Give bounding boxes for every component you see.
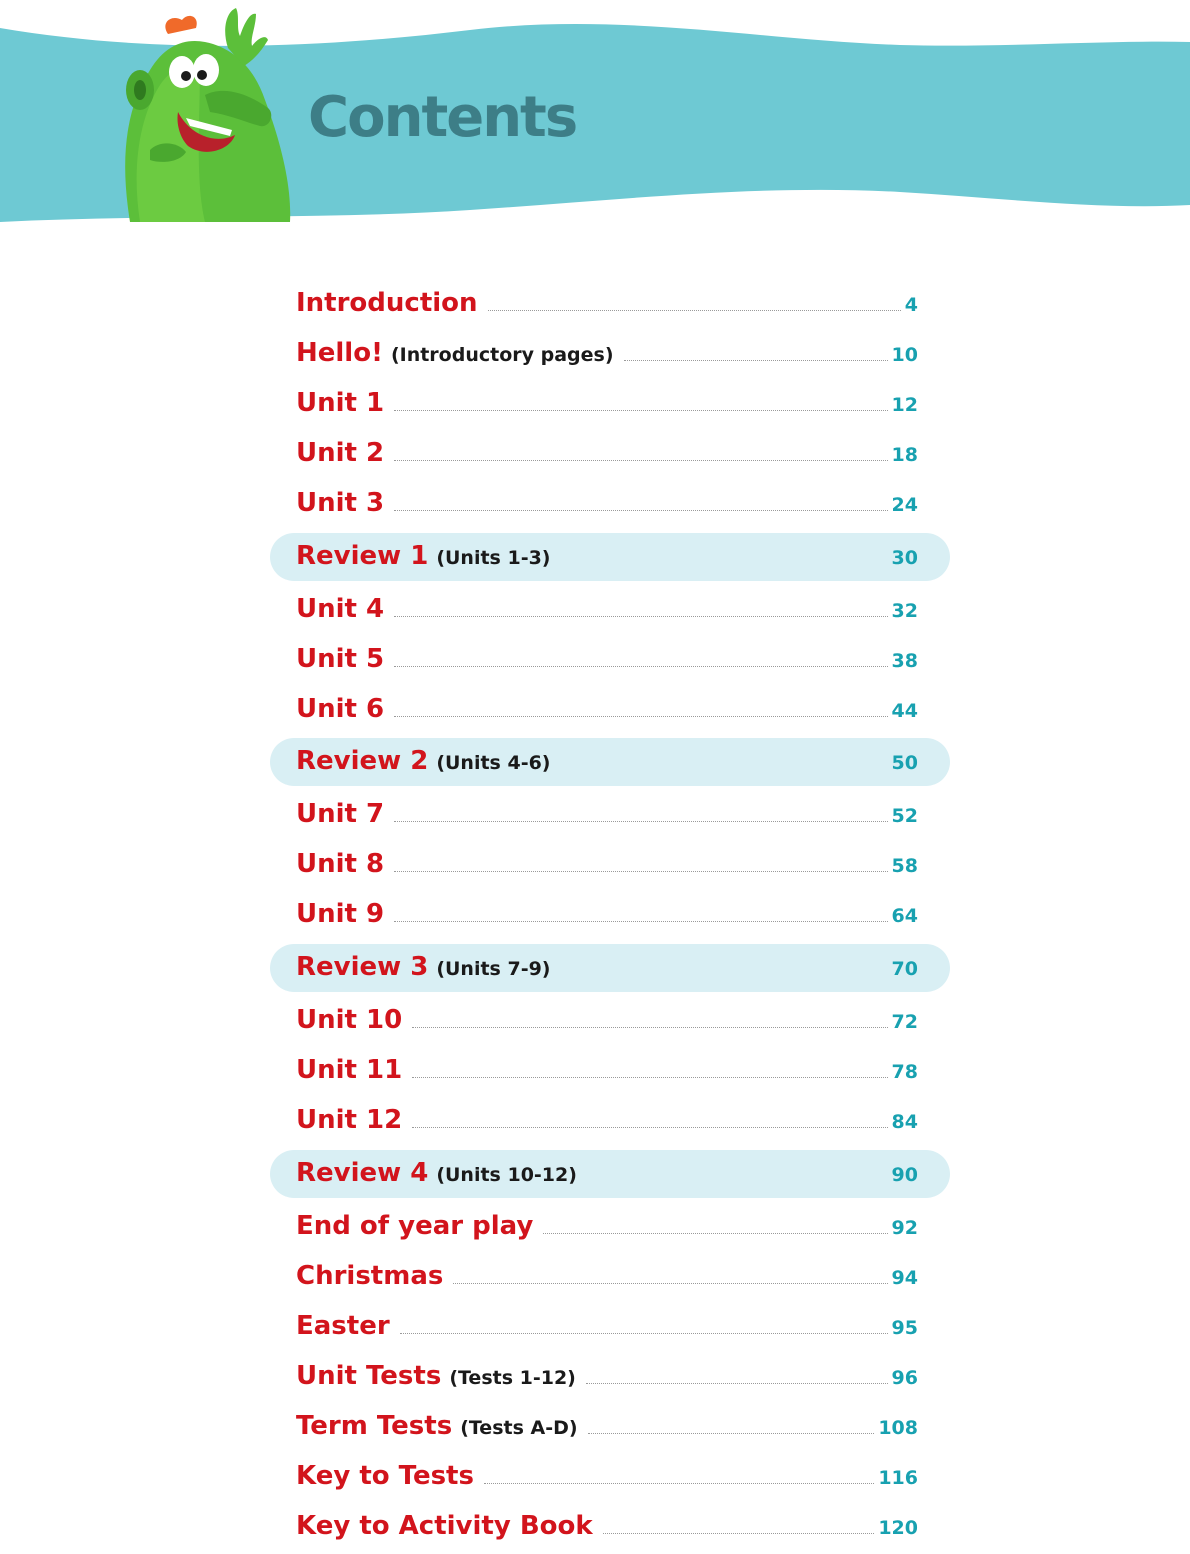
toc-entry-title: Key to Activity Book: [296, 1511, 593, 1541]
toc-entry: [296, 746, 550, 778]
toc-entry-title: Easter: [296, 1311, 390, 1341]
toc-row[interactable]: [270, 480, 950, 528]
toc-row[interactable]: [270, 380, 950, 428]
toc-row[interactable]: [270, 280, 950, 328]
toc-entry: [296, 694, 384, 724]
toc-entry-title: Review 1: [296, 541, 429, 571]
toc-page-number: 10: [891, 344, 918, 366]
dot-leader: [394, 871, 887, 872]
toc-row[interactable]: [270, 841, 950, 889]
toc-page-number: 108: [878, 1417, 918, 1439]
dot-leader: [394, 821, 887, 822]
dot-leader: [484, 1483, 874, 1484]
toc-page-number: 70: [891, 958, 918, 980]
toc-entry-subtitle: (Units 7-9): [436, 958, 551, 980]
green-monster-mascot-icon: [0, 0, 300, 240]
toc-row[interactable]: [270, 1203, 950, 1251]
toc-entry: [296, 338, 614, 370]
toc-row[interactable]: [270, 1353, 950, 1401]
dot-leader: [412, 1127, 887, 1128]
toc-entry-title: Unit Tests: [296, 1361, 442, 1391]
toc-page-number: 52: [891, 805, 918, 827]
toc-row[interactable]: [270, 1303, 950, 1351]
toc-entry: [296, 644, 384, 674]
toc-entry-title: Unit 11: [296, 1055, 403, 1085]
toc-page-number: 120: [878, 1517, 918, 1539]
toc-entry: [296, 799, 384, 829]
toc-entry: [296, 388, 384, 418]
toc-row[interactable]: [270, 997, 950, 1045]
dot-leader: [412, 1077, 887, 1078]
toc-entry: [296, 594, 384, 624]
toc-entry: [296, 1411, 578, 1443]
toc-entry-subtitle: (Units 1-3): [436, 547, 551, 569]
toc-page-number: 18: [891, 444, 918, 466]
toc-page-number: 84: [891, 1111, 918, 1133]
toc-page-number: 58: [891, 855, 918, 877]
toc-entry-subtitle: (Tests A-D): [460, 1417, 578, 1439]
toc-entry-title: Hello!: [296, 338, 383, 368]
toc-entry: [296, 1261, 443, 1291]
toc-entry-title: Unit 6: [296, 694, 385, 724]
toc-row[interactable]: [270, 1253, 950, 1301]
toc-entry-title: Unit 1: [296, 388, 385, 418]
toc-page-number: 78: [891, 1061, 918, 1083]
toc-page-number: 96: [891, 1367, 918, 1389]
toc-page-number: 32: [891, 600, 918, 622]
dot-leader: [624, 360, 888, 361]
toc-entry-title: Review 3: [296, 952, 429, 982]
toc-entry-title: Christmas: [296, 1261, 444, 1291]
toc-row[interactable]: [270, 1047, 950, 1095]
toc-entry: [296, 899, 384, 929]
dot-leader: [453, 1283, 887, 1284]
dot-leader: [394, 666, 887, 667]
toc-entry-title: Unit 12: [296, 1105, 403, 1135]
dot-leader: [543, 1233, 887, 1234]
toc-row[interactable]: [270, 1403, 950, 1451]
toc-page-number: 116: [878, 1467, 918, 1489]
toc-entry-subtitle: (Tests 1-12): [449, 1367, 576, 1389]
dot-leader: [586, 1383, 888, 1384]
toc-page-number: 38: [891, 650, 918, 672]
toc-entry-subtitle: (Introductory pages): [390, 344, 614, 366]
toc-page-number: 72: [891, 1011, 918, 1033]
toc-page-number: 30: [891, 547, 918, 569]
toc-entry: [296, 952, 550, 984]
toc-entry: [296, 1461, 474, 1491]
dot-leader: [488, 310, 901, 311]
toc-entry-title: Term Tests: [296, 1411, 453, 1441]
toc-review-row[interactable]: [270, 738, 950, 786]
toc-entry-title: Unit 5: [296, 644, 385, 674]
dot-leader: [394, 716, 887, 717]
toc-entry: [296, 1311, 390, 1341]
toc-row[interactable]: [270, 330, 950, 378]
toc-row[interactable]: [270, 1097, 950, 1145]
toc-page-number: 94: [891, 1267, 918, 1289]
toc-page-number: 64: [891, 905, 918, 927]
toc-entry: [296, 288, 478, 318]
toc-entry: [296, 1361, 576, 1393]
toc-row[interactable]: [270, 1503, 950, 1551]
toc-entry-title: Unit 2: [296, 438, 385, 468]
toc-entry-title: Unit 3: [296, 488, 385, 518]
toc-entry-title: Unit 8: [296, 849, 385, 879]
toc-row[interactable]: [270, 1453, 950, 1501]
toc-entry-subtitle: (Units 10-12): [436, 1164, 577, 1186]
toc-entry: [296, 1005, 402, 1035]
toc-page-number: 12: [891, 394, 918, 416]
toc-page-number: 92: [891, 1217, 918, 1239]
dot-leader: [394, 460, 887, 461]
toc-page-number: 44: [891, 700, 918, 722]
toc-row[interactable]: [270, 636, 950, 684]
dot-leader: [394, 616, 887, 617]
toc-row[interactable]: [270, 791, 950, 839]
toc-entry: [296, 541, 550, 573]
toc-entry-title: Introduction: [296, 288, 478, 318]
toc-review-row[interactable]: [270, 1150, 950, 1198]
toc-entry: [296, 1511, 593, 1541]
toc-row[interactable]: [270, 430, 950, 478]
toc-entry: [296, 849, 384, 879]
header-banner: [0, 0, 1190, 240]
dot-leader: [394, 510, 887, 511]
toc-entry: [296, 488, 384, 518]
dot-leader: [400, 1333, 888, 1334]
toc-row[interactable]: [270, 686, 950, 734]
toc-entry-title: Review 4: [296, 1158, 429, 1188]
toc-entry-title: Key to Tests: [296, 1461, 474, 1491]
toc-entry-title: End of year play: [296, 1211, 534, 1241]
toc-page-number: 24: [891, 494, 918, 516]
toc-entry: [296, 1105, 402, 1135]
toc-entry-title: Unit 7: [296, 799, 385, 829]
dot-leader: [412, 1027, 887, 1028]
toc-page-number: 4: [904, 294, 918, 316]
toc-entry-title: Unit 10: [296, 1005, 403, 1035]
dot-leader: [394, 410, 887, 411]
dot-leader: [588, 1433, 875, 1434]
toc-entry-title: Unit 9: [296, 899, 385, 929]
toc-entry: [296, 1158, 577, 1190]
toc-review-row[interactable]: [270, 533, 950, 581]
dot-leader: [603, 1533, 875, 1534]
toc-entry: [296, 438, 384, 468]
toc-row[interactable]: [270, 891, 950, 939]
dot-leader: [394, 921, 887, 922]
toc-page-number: 50: [891, 752, 918, 774]
toc-entry-title: Review 2: [296, 746, 429, 776]
toc-entry: [296, 1055, 402, 1085]
page-title: Contents: [308, 85, 577, 150]
toc-page-number: 90: [891, 1164, 918, 1186]
toc-review-row[interactable]: [270, 944, 950, 992]
toc-entry: [296, 1211, 533, 1241]
toc-row[interactable]: [270, 586, 950, 634]
toc-entry-subtitle: (Units 4-6): [436, 752, 551, 774]
toc-page-number: 95: [891, 1317, 918, 1339]
toc-entry-title: Unit 4: [296, 594, 385, 624]
